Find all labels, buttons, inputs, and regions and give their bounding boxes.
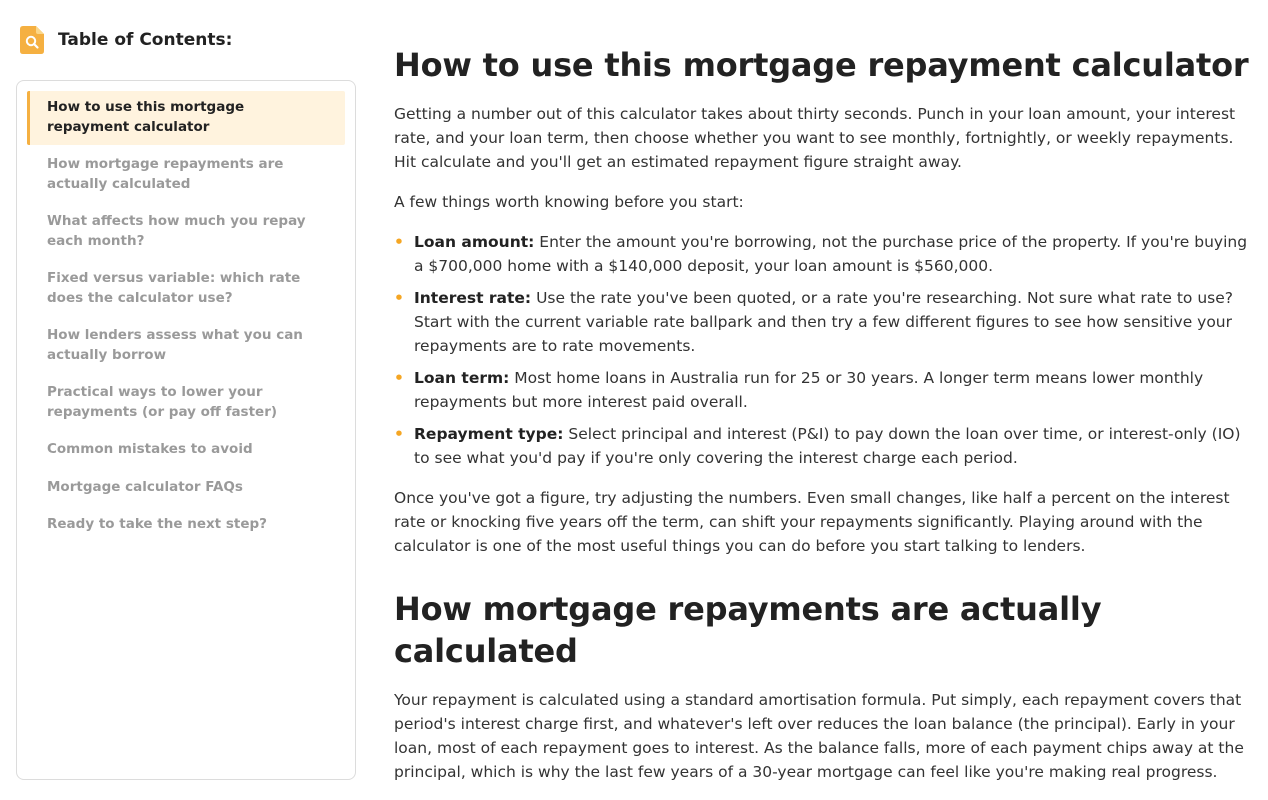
list-item-term: Interest rate:: [414, 289, 532, 307]
amortisation-paragraph: Your repayment is calculated using a standard amortisation formula. Put simply, each repayment covers that period's interest charge first, and whatever's left over reduces the loan balance (the principal). Early in your loan, most of each repayment goes to interest. As the balance falls, more of each payment chips away at the principal, which is why the last few years of a 30-year mortgage can feel like you're making real progress.: [394, 691, 1244, 781]
toc-item-next-step[interactable]: Ready to take the next step?: [47, 516, 267, 532]
list-item-term: Loan term:: [414, 369, 510, 387]
section-heading-how-to-use: How to use this mortgage repayment calculator: [394, 46, 1249, 84]
toc-item-faqs[interactable]: Mortgage calculator FAQs: [47, 478, 243, 495]
toc-item-lenders-assess[interactable]: How lenders assess what you can actually borrow: [47, 327, 303, 363]
list-item: [394, 230, 1254, 278]
list-item-term: Loan amount:: [414, 233, 535, 251]
list-item-text: Select principal and interest (P&I) to pay down the loan over time, or interest-only (IO) to see what you'd pay if you're only covering the interest charge each period.: [414, 425, 1241, 467]
list-item-text: Use the rate you've been quoted, or a rate you're researching. Not sure what rate to use? Start with the current variable rate ballpark and then try a few different figures to see how sensitive your repayments are to rate movements.: [414, 289, 1233, 355]
article-content: [394, 44, 1254, 800]
section-heading-how-calculated: How mortgage repayments are actually calculated: [394, 590, 1102, 670]
list-item-term: Repayment type:: [414, 425, 564, 443]
toc-item-how-calculated[interactable]: How mortgage repayments are actually calculated: [47, 156, 284, 192]
list-item-text: Enter the amount you're borrowing, not the purchase price of the property. If you're buying a $700,000 home with a $140,000 deposit, your loan amount is $560,000.: [414, 233, 1248, 275]
bullet-icon: •: [394, 425, 404, 443]
bullet-icon: •: [394, 369, 404, 387]
toc-item-lower-repayments[interactable]: Practical ways to lower your repayments (or pay off faster): [47, 384, 278, 420]
list-item: [394, 286, 1254, 358]
toc-header: [20, 26, 232, 54]
document-search-icon: [20, 26, 44, 54]
toc-title: Table of Contents:: [58, 30, 233, 50]
toc-item-how-to-use[interactable]: How to use this mortgage repayment calculator: [27, 91, 345, 145]
list-item-text: Most home loans in Australia run for 25 or 30 years. A longer term means lower monthly repayments but more interest paid overall.: [414, 369, 1204, 411]
list-item: [394, 422, 1254, 470]
bullet-icon: •: [394, 233, 404, 251]
intro-paragraph: Getting a number out of this calculator takes about thirty seconds. Punch in your loan amount, your interest rate, and your loan term, then choose whether you want to see monthly, fortnightly, or weekly repayments. Hit calculate and you'll get an estimated repayment figure straight away.: [394, 105, 1236, 171]
tips-list: [394, 230, 1254, 470]
bullet-icon: •: [394, 289, 404, 307]
lead-paragraph: A few things worth knowing before you start:: [394, 193, 744, 211]
toc-item-common-mistakes[interactable]: Common mistakes to avoid: [47, 441, 253, 457]
list-item: [394, 366, 1254, 414]
toc-item-fixed-vs-variable[interactable]: Fixed versus variable: which rate does the calculator use?: [47, 270, 301, 306]
toc-item-what-affects[interactable]: What affects how much you repay each month?: [47, 213, 306, 249]
toc-panel: [16, 80, 356, 780]
closing-paragraph: Once you've got a figure, try adjusting the numbers. Even small changes, like half a percent on the interest rate or knocking five years off the term, can shift your repayments significantly. Playing around with the calculator is one of the most useful things you can do before you start talking to lenders.: [394, 489, 1230, 555]
